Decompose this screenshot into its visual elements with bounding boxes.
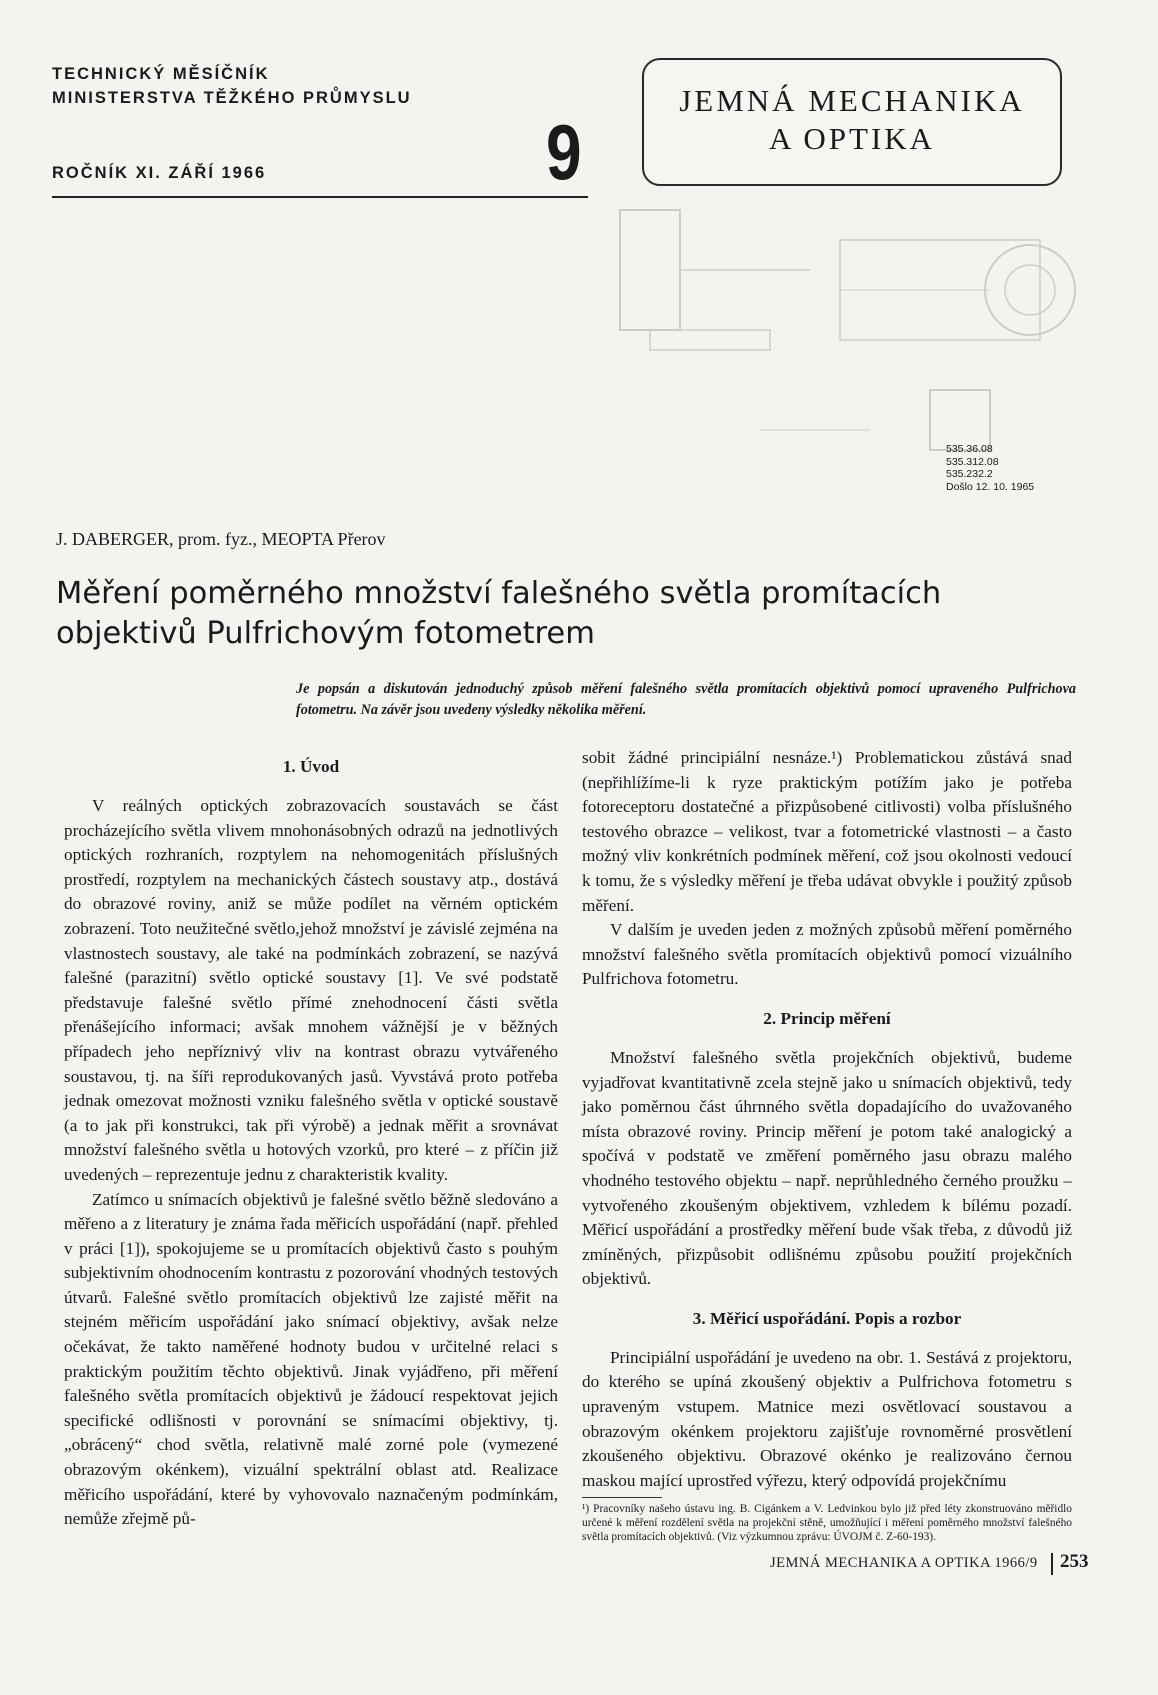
- section-heading-introduction: 1. Úvod: [282, 757, 340, 776]
- text-column-left: [64, 746, 558, 1532]
- udc-code-1: 535.36.08: [946, 443, 993, 455]
- article-abstract: Je popsán a diskutován jednoduchý způsob měření falešného světla promítacích objektivů pomocí upraveného Pulfrichova fotometru. Na závěr jsou uvedeny výsledky několika měření.: [296, 681, 1076, 718]
- article-author: J. DABERGER, prom. fyz., MEOPTA Přerov: [56, 529, 386, 549]
- received-date: Došlo 12. 10. 1965: [946, 480, 1035, 493]
- paragraph: Zatímco u snímacích objektivů je falešné světlo běžně sledováno a měřeno a z literatury je známa řada měřicích uspořádání (např. přehled v práci [1]), spokojujeme se u promítacích objektivů často s pouhým subjektivním ohodnocením kontrastu z pozorování vhodných testových útvarů. Falešné světlo promítacích objektivů lze zajisté měřit na stejném měřicím uspořádání jako snímací objektivy, avšak nelze očekávat, že takto naměřené hodnoty budou v určitelné relaci s praktickým použitím těchto objektivů. Jinak vyjádřeno, při měření falešného světla promítacích objektivů je žádoucí respektovat jejich specifické odlišnosti v porovnání se snímacími objektivy, tj. „obrácený“ chod světla, relativně malé zorné pole (vymezené obrazovým okénkem), vizuální spektrální oblast atd. Realizace měřicího uspořádání, které by vyhovovalo naznačeným podmínkám, nemůže zřejmě pů-: [64, 1189, 558, 1529]
- page-number: 253: [1060, 1551, 1089, 1572]
- footer-journal: JEMNÁ MECHANIKA A OPTIKA 1966/9: [770, 1555, 1038, 1571]
- footer-separator: [1051, 1553, 1053, 1575]
- footnote-rule: [582, 1497, 662, 1498]
- text-column-right: [582, 746, 1072, 1493]
- masthead-line-2: MINISTERSTVA TĚŽKÉHO PRŮMYSLU: [52, 89, 412, 107]
- section-heading-setup: 3. Měřicí uspořádání. Popis a rozbor: [692, 1308, 962, 1328]
- paragraph: sobit žádné principiální nesnáze.¹) Problematickou zůstává snad (nepřihlížíme-li k ryze praktickým potížím jako je potřeba fotoreceptoru dostatečné a přizpůsobené citlivosti) volba příslušného testového obrazce – velikost, tvar a fotometrické vlastnosti – a často možný vliv konkrétních podmínek měření, což jsou okolnosti vedoucí k tomu, že s výsledky měření je třeba udávat obvykle i použitý způsob měření.: [582, 748, 1072, 915]
- journal-title-box: [642, 58, 1062, 186]
- udc-classification: [946, 443, 1034, 493]
- section-heading-principle: 2. Princip měření: [763, 1008, 891, 1028]
- paragraph: V dalším je uveden jeden z možných způsobů měření poměrného množství falešného světla promítacích objektivů pomocí vizuálního Pulfrichova fotometru.: [582, 920, 1072, 989]
- masthead-line-1: TECHNICKÝ MĚSÍČNÍK: [52, 65, 270, 83]
- masthead-rule: [52, 196, 588, 198]
- journal-title-line-1: JEMNÁ MECHANIKA: [679, 83, 1025, 118]
- udc-code-3: 535.232.2: [946, 468, 993, 480]
- volume-date: ROČNÍK XI. ZÁŘÍ 1966: [52, 164, 267, 182]
- issue-number: 9: [546, 108, 582, 196]
- paragraph: Množství falešného světla projekčních objektivů, budeme vyjadřovat kvantitativně zcela stejně jako u snímacích objektivů, tedy jako poměrnou část úhrnného světla dopadajícího do uvažovaného místa obrazové roviny. Princip měření je potom také analogický a spočívá v podstatě ve změření poměrného jasu obrazu malého vhodného testového objektu – např. neprůhledného černého proužku – vytvořeného zkoušeným objektivem, vzhledem k bílému pozadí. Měřicí uspořádání a prostředky měření bude však třeba, z důvodů již zmíněných, přizpůsobit odlišnému způsobu použití projekčních objektivů.: [582, 1047, 1072, 1289]
- udc-code-2: 535.312.08: [946, 455, 999, 468]
- paragraph: Principiální uspořádání je uvedeno na obr. 1. Sestává z projektoru, do kterého se upíná zkoušený objektiv a Pulfrichova fotometru s upraveným vstupem. Matnice mezi osvětlovací soustavou a obrazovým okénkem projektoru zajišťuje rovnoměrné prosvětlení zkoušeného objektivu. Obrazové okénko je realizováno černou maskou mající uprostřed výřezu, který odpovídá projekčnímu: [582, 1347, 1072, 1490]
- masthead: [52, 62, 572, 110]
- paragraph: V reálných optických zobrazovacích soustavách se část procházejícího světla vlivem mnohonásobných odrazů na jednotlivých optických rozhraních, rozptylem na nehomogenitách příslušných prostředí, rozptylem na mechanických částech soustavy atp., dostává do obrazové roviny, aniž se může podílet na věrném optickém zobrazení. Toto neužitečné světlo,jehož množství je závislé zejména na vlastnostech soustavy, ale také na podmínkách zobrazení, se nazývá falešné (parazitní) světlo optické soustavy [1]. Ve své podstatě představuje falešné světlo přímé znehodnocení části světla přenášejícího informaci; avšak mnohem vážnější je v běžných případech jeho nepříznivý vliv na kontrast obrazu vytvářeného soustavou, tj. na šíři reprodukovaných jasů. Vyvstává proto potřeba jednak omezovat možnosti vzniku falešného světla v optické soustavě (a to jak při konstrukci, tak při výrobě) a jednak měřit a srovnávat množství falešného světla u hotových vzorků, pro které – z příčin již uvedených – reprezentuje jednu z charakteristik kvality.: [64, 796, 558, 1184]
- article-title: Měření poměrného množství falešného světla promítacích objektivů Pulfrichovým fotometrem: [56, 576, 942, 651]
- footnote: ¹) Pracovníky našeho ústavu ing. B. Cigánkem a V. Ledvinkou bylo již před léty zkonstruováno měřidlo určené k měření rozdělení světla na projekční stěně, umožňující i měření poměrného množství falešného světla promítacích objektivů. (Viz výzkumnou zprávu: ÚVOJM č. Z-60-193).: [582, 1503, 1072, 1543]
- journal-title-line-2: A OPTIKA: [768, 121, 936, 156]
